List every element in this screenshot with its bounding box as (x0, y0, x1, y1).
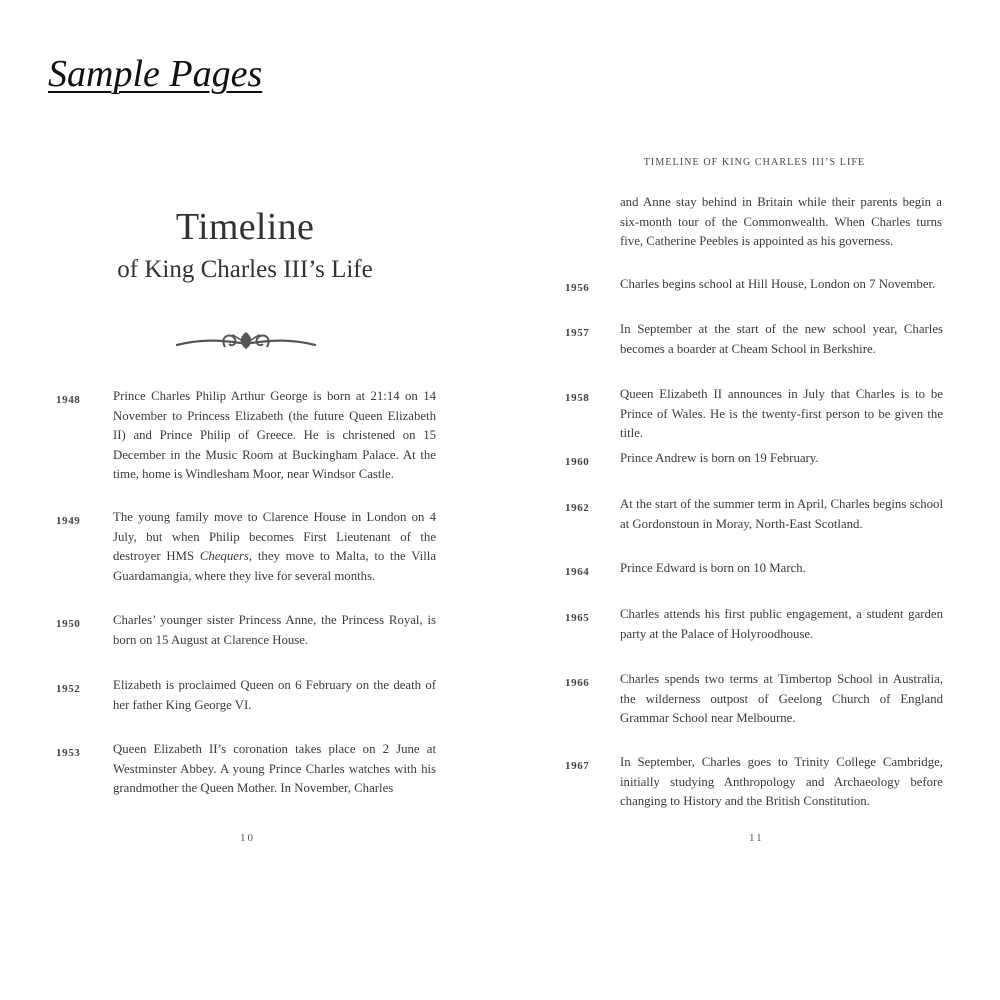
right-page (500, 0, 1000, 1000)
entry-text: Queen Elizabeth II’s coronation takes place on 2 June at Westminster Abbey. A young Prince Charles watches with his grandmother the Queen Mother. In November, Charles (113, 742, 436, 795)
entry-text: Charles attends his first public engagement, a student garden party at the Palace of Holyroodhouse. (620, 607, 943, 641)
chapter-title: Timeline (175, 206, 315, 248)
chapter-subtitle: of King Charles III’s Life (117, 256, 373, 283)
entry-year: 1966 (565, 677, 590, 689)
entry-year: 1956 (565, 282, 590, 294)
entry-year: 1964 (565, 566, 590, 578)
entry-text: At the start of the summer term in April, Charles begins school at Gordonstoun in Moray, North-East Scotland. (620, 497, 943, 531)
entry-text: Queen Elizabeth II announces in July that Charles is to be Prince of Wales. He is the twenty-first person to be given the title. (620, 387, 943, 440)
page-number: 10 (240, 832, 255, 844)
entry-text: The young family move to Clarence House in London on 4 July, but when Philip becomes First Lieutenant of the destroyer HMS Chequers, they move to Malta, to the Villa Guardamangia, where they live for several months. (113, 510, 437, 583)
header-title: Sample Pages (48, 53, 263, 95)
entry-text: Prince Charles Philip Arthur George is born at 21:14 on 14 November to Princess Elizabeth (the future Queen Elizabeth II) and Prince Philip of Greece. He is christened on 15 December in the Music Room at Buckingham Palace. At the time, home is Windlesham Moor, near Windsor Castle. (113, 389, 436, 481)
entry-text: Charles begins school at Hill House, London on 7 November. (620, 277, 936, 291)
entry-year: 1967 (565, 760, 590, 772)
entry-year: 1949 (56, 515, 81, 527)
entry-text: In September, Charles goes to Trinity College Cambridge, initially studying Anthropology and Archaeology before changing to History and the British Constitution. (620, 755, 943, 808)
entry-year: 1952 (56, 683, 81, 695)
running-head: TIMELINE OF KING CHARLES III’S LIFE (643, 157, 866, 168)
entry-year: 1960 (565, 456, 590, 468)
entry-year: 1962 (565, 502, 590, 514)
entry-year: 1958 (565, 392, 590, 404)
entry-year: 1950 (56, 618, 81, 630)
continuation-text: and Anne stay behind in Britain while their parents begin a six-month tour of the Commonwealth. When Charles turns five, Catherine Peebles is appointed as his governess. (620, 195, 942, 248)
entry-year: 1948 (56, 394, 81, 406)
entry-text: Prince Edward is born on 10 March. (620, 561, 806, 575)
entry-text: Charles spends two terms at Timbertop School in Australia, the wilderness outpost of Geelong Church of England Grammar School near Melbourne. (620, 672, 943, 725)
entry-year: 1965 (565, 612, 590, 624)
page-number: 11 (749, 832, 764, 844)
flourish-ornament-icon (175, 326, 317, 356)
entry-text: Charles’ younger sister Princess Anne, the Princess Royal, is born on 15 August at Clarence House. (113, 613, 436, 647)
entry-text: Elizabeth is proclaimed Queen on 6 February on the death of her father King George VI. (113, 678, 436, 712)
ship-name: Chequers (199, 549, 249, 563)
entry-year: 1957 (565, 327, 590, 339)
entry-text: Prince Andrew is born on 19 February. (620, 451, 819, 465)
entry-year: 1953 (56, 747, 81, 759)
entry-text: In September at the start of the new school year, Charles becomes a boarder at Cheam School in Berkshire. (620, 322, 943, 356)
